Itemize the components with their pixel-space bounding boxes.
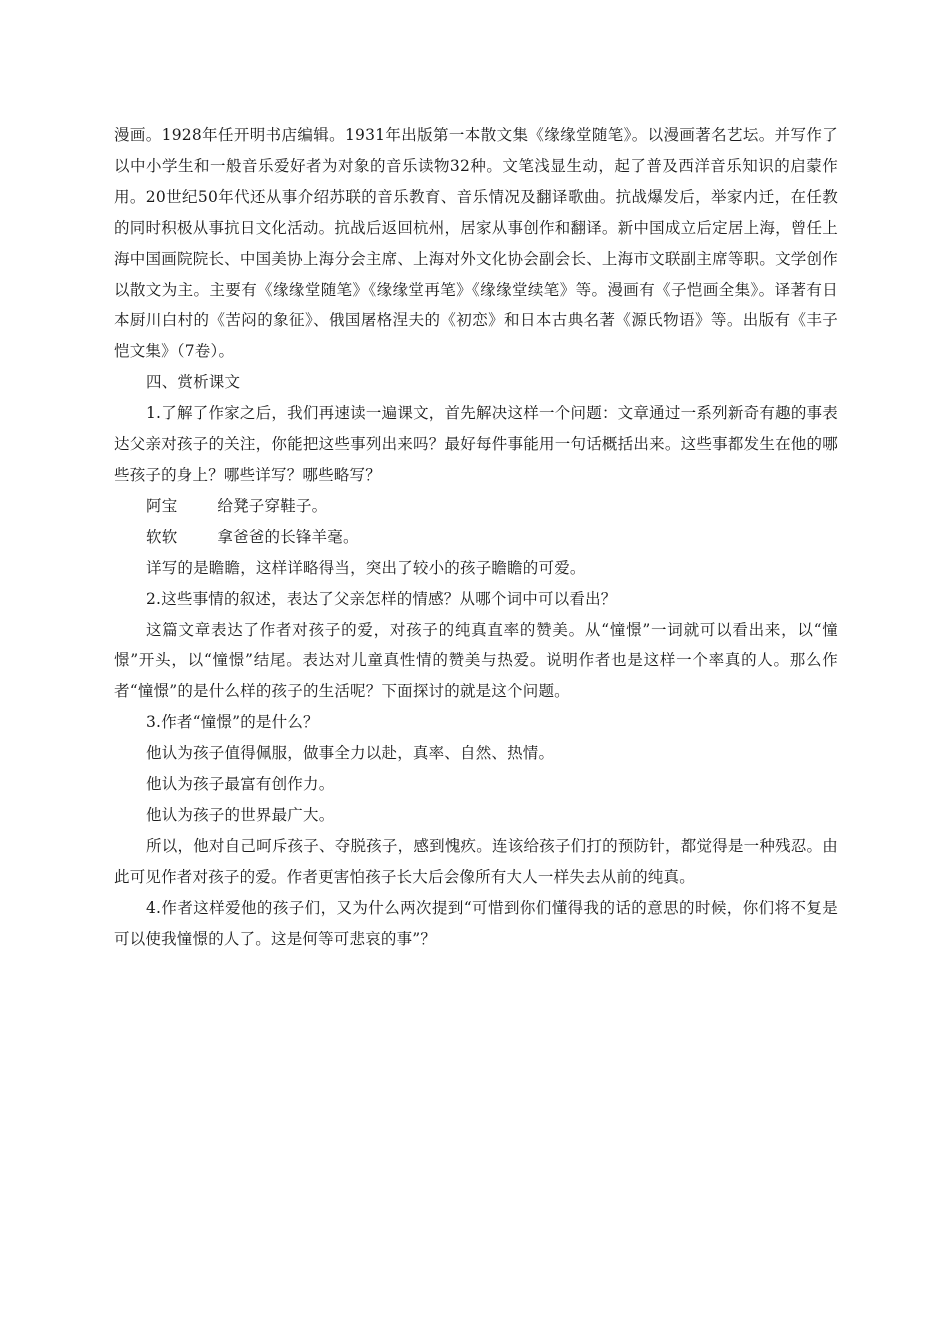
child-event: 拿爸爸的长锋羊毫。: [217, 527, 359, 546]
paragraph-answer-2: 这篇文章表达了作者对孩子的爱，对孩子的纯真直率的赞美。从“憧憬”一词就可以看出来，以“憧憬”开头，以“憧憬”结尾。表达对儿童真性情的赞美与热爱。说明作者也是这样一个率真的人。那么作者“憧憬”的是什么样的孩子的生活呢？下面探讨的就是这个问题。: [114, 620, 838, 701]
paragraph-question-4: 4.作者这样爱他的孩子们，又为什么两次提到“可惜到你们懂得我的话的意思的时候，你们将不复是可以使我憧憬的人了。这是何等可悲哀的事”？: [114, 898, 838, 948]
paragraph-bio-continued: 漫画。1928年任开明书店编辑。1931年出版第一本散文集《缘缘堂随笔》。以漫画著名艺坛。并写作了以中小学生和一般音乐爱好者为对象的音乐读物32种。文笔浅显生动，起了普及西洋音乐知识的启蒙作用。20世纪50年代还从事介绍苏联的音乐教育、音乐情况及翻译歌曲。抗战爆发后，举家内迁，在任教的同时积极从事抗日文化活动。抗战后返回杭州，居家从事创作和翻译。新中国成立后定居上海，曾任上海中国画院院长、中国美协上海分会主席、上海对外文化协会副会长、上海市文联副主席等职。文学创作以散文为主。主要有《缘缘堂随笔》《缘缘堂再笔》《缘缘堂续笔》等。漫画有《子恺画全集》。译著有日本厨川白村的《苦闷的象征》、俄国屠格涅夫的《初恋》和日本古典名著《源氏物语》等。出版有《丰子恺文集》（7卷）。: [114, 126, 838, 361]
paragraph-answer-3-2: 他认为孩子最富有创作力。: [146, 775, 335, 794]
paragraph-question-1: 1.了解了作家之后，我们再速读一遍课文，首先解决这样一个问题：文章通过一系列新奇有趣的事表达父亲对孩子的关注，你能把这些事列出来吗？最好每件事能用一句话概括出来。这些事都发生在他的哪些孩子的身上？哪些详写？哪些略写？: [114, 404, 838, 484]
child-item: [114, 491, 838, 522]
paragraph-answer-3-3: 他认为孩子的世界最广大。: [146, 805, 335, 824]
paragraph-answer-3-4: 所以，他对自己呵斥孩子、夺脱孩子，感到愧疚。连该给孩子们打的预防针，都觉得是一种残忍。由此可见作者对孩子的爱。作者更害怕孩子长大后会像所有大人一样失去从前的纯真。: [114, 836, 838, 886]
paragraph-question-2: 2.这些事情的叙述，表达了父亲怎样的情感？从哪个词中可以看出？: [146, 589, 617, 608]
document-body: [114, 120, 838, 954]
paragraph-answer-1: 详写的是瞻瞻，这样详略得当，突出了较小的孩子瞻瞻的可爱。: [146, 558, 586, 577]
section-heading: 四、赏析课文: [146, 373, 241, 392]
child-item: [114, 522, 838, 553]
child-name: 阿宝: [146, 496, 178, 515]
paragraph-question-3: 3.作者“憧憬”的是什么？: [146, 713, 319, 732]
paragraph-answer-3-1: 他认为孩子值得佩服，做事全力以赴，真率、自然、热情。: [146, 744, 555, 763]
child-name: 软软: [146, 527, 178, 546]
child-event: 给凳子穿鞋子。: [217, 496, 328, 515]
